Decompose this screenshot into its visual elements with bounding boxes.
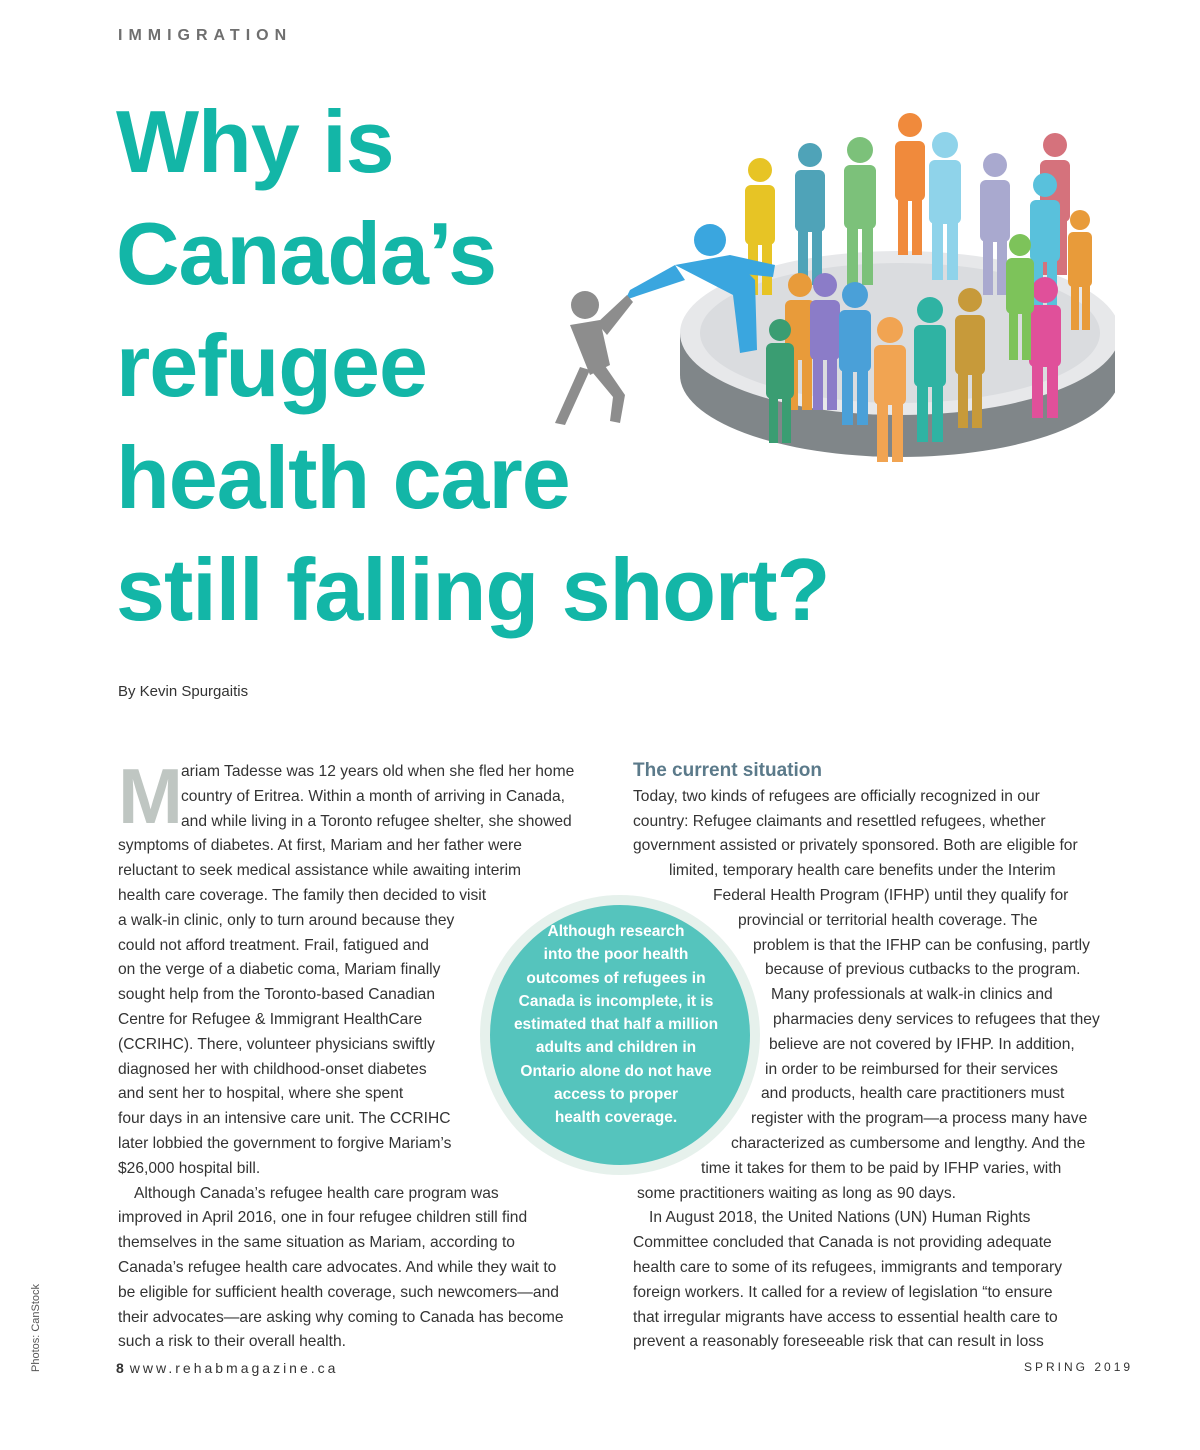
article-line: health care to some of its refugees, immigrants and temporary	[633, 1258, 1063, 1276]
people-helping-hand-icon	[525, 105, 1115, 480]
page-number: 8	[116, 1360, 124, 1376]
headline-line: refugee	[116, 316, 427, 415]
article-line: because of previous cutbacks to the program.	[765, 961, 1081, 979]
article-line: (CCRIHC). There, volunteer physicians swiftly	[118, 1035, 435, 1053]
article-line: provincial or territorial health coverage. The	[738, 911, 1038, 929]
photo-credit: Photos: CanStock	[30, 1283, 42, 1372]
article-line: Many professionals at walk-in clinics and	[771, 986, 1053, 1004]
article-line: and while living in a Toronto refugee shelter, she showed	[181, 812, 572, 830]
article-line: Although Canada’s refugee health care program was	[134, 1184, 499, 1202]
footer-folio	[116, 1360, 338, 1376]
subhead-spacer	[633, 760, 1123, 785]
section-subhead: The current situation	[633, 760, 822, 781]
article-line: some practitioners waiting as long as 90 days.	[637, 1184, 956, 1202]
article-line: sought help from the Toronto-based Canadian	[118, 986, 435, 1004]
headline-line: health care	[116, 428, 570, 527]
pull-quote-line: adults and children in	[535, 1039, 697, 1057]
article-line: characterized as cumbersome and lengthy. And the	[731, 1134, 1086, 1152]
article-line: Federal Health Program (IFHP) until they qualify for	[713, 886, 1069, 904]
headline-line: Why is	[116, 92, 394, 191]
article-line: and sent her to hospital, where she spent	[118, 1085, 404, 1103]
article-line: government assisted or privately sponsored. Both are eligible for	[633, 837, 1078, 855]
pull-quote-line: outcomes of refugees in	[526, 969, 706, 987]
article-line: four days in an intensive care unit. The CCRIHC	[118, 1110, 451, 1128]
article-line: that irregular migrants have access to essential health care to	[633, 1308, 1058, 1326]
article-line: their advocates—are asking why coming to Canada has become	[118, 1308, 564, 1326]
article-line: be eligible for sufficient health coverage, such newcomers—and	[118, 1283, 559, 1301]
pull-quote-line: estimated that half a million	[513, 1016, 719, 1034]
article-line: health care coverage. The family then decided to visit	[118, 886, 487, 904]
article-line: $26,000 hospital bill.	[118, 1159, 261, 1177]
article-line: Canada’s refugee health care advocates. And while they wait to	[118, 1258, 557, 1276]
byline: By Kevin Spurgaitis	[118, 683, 249, 700]
article-line: and products, health care practitioners must	[761, 1085, 1065, 1103]
pull-quote-line: health coverage.	[554, 1109, 678, 1127]
article-line: country of Eritrea. Within a month of arriving in Canada,	[181, 787, 565, 805]
article-line: problem is that the IFHP can be confusing, partly	[753, 936, 1090, 954]
article-line: a walk-in clinic, only to turn around because they	[118, 911, 455, 929]
article-line: symptoms of diabetes. At first, Mariam and her father were	[118, 837, 522, 855]
article-line: limited, temporary health care benefits under the Interim	[669, 862, 1056, 880]
article-line: could not afford treatment. Frail, fatigued and	[118, 936, 429, 954]
article-line: foreign workers. It called for a review of legislation “to ensure	[633, 1283, 1053, 1301]
headline-line: Canada’s	[116, 204, 497, 303]
headline-line: still falling short?	[116, 540, 830, 639]
article-line: in order to be reimbursed for their services	[765, 1060, 1058, 1078]
website-link[interactable]: www.rehabmagazine.ca	[129, 1360, 339, 1376]
pull-quote-line: access to proper	[553, 1086, 679, 1104]
article-line: later lobbied the government to forgive Mariam’s	[118, 1134, 452, 1152]
article-line: such a risk to their overall health.	[118, 1333, 346, 1351]
article-line: prevent a reasonably foreseeable risk that can result in loss	[633, 1333, 1044, 1351]
article-line: ariam Tadesse was 12 years old when she fled her home	[181, 763, 575, 780]
article-line: time it takes for them to be paid by IFHP varies, with	[701, 1159, 1062, 1177]
drop-cap: M	[118, 752, 183, 840]
article-line: themselves in the same situation as Mariam, according to	[118, 1234, 515, 1252]
article-line: improved in April 2016, one in four refugee children still find	[118, 1209, 528, 1227]
article-line: In August 2018, the United Nations (UN) Human Rights	[649, 1209, 1031, 1227]
pull-quote	[500, 920, 732, 1130]
article-line: reluctant to seek medical assistance while awaiting interim	[118, 862, 522, 880]
pull-quote-line: Canada is incomplete, it is	[518, 992, 714, 1010]
pull-quote-line: Ontario alone do not have	[520, 1062, 712, 1080]
article-line: on the verge of a diabetic coma, Mariam finally	[118, 961, 441, 979]
article-line: believe are not covered by IFHP. In addition,	[769, 1035, 1075, 1053]
article-line: country: Refugee claimants and resettled refugees, whether	[633, 812, 1046, 830]
article-line: pharmacies deny services to refugees that they	[773, 1010, 1100, 1028]
article-line: Centre for Refugee & Immigrant HealthCare	[118, 1010, 423, 1028]
article-line: register with the program—a process many have	[751, 1110, 1088, 1128]
pull-quote-line: Although research	[547, 923, 685, 940]
section-label: IMMIGRATION	[118, 27, 293, 44]
issue-label: SPRING 2019	[1024, 1360, 1134, 1374]
article-line: Committee concluded that Canada is not providing adequate	[633, 1234, 1052, 1252]
article-line: diagnosed her with childhood-onset diabetes	[118, 1060, 427, 1078]
pull-quote-line: into the poor health	[543, 946, 689, 964]
article-line: Today, two kinds of refugees are officially recognized in our	[633, 787, 1040, 805]
